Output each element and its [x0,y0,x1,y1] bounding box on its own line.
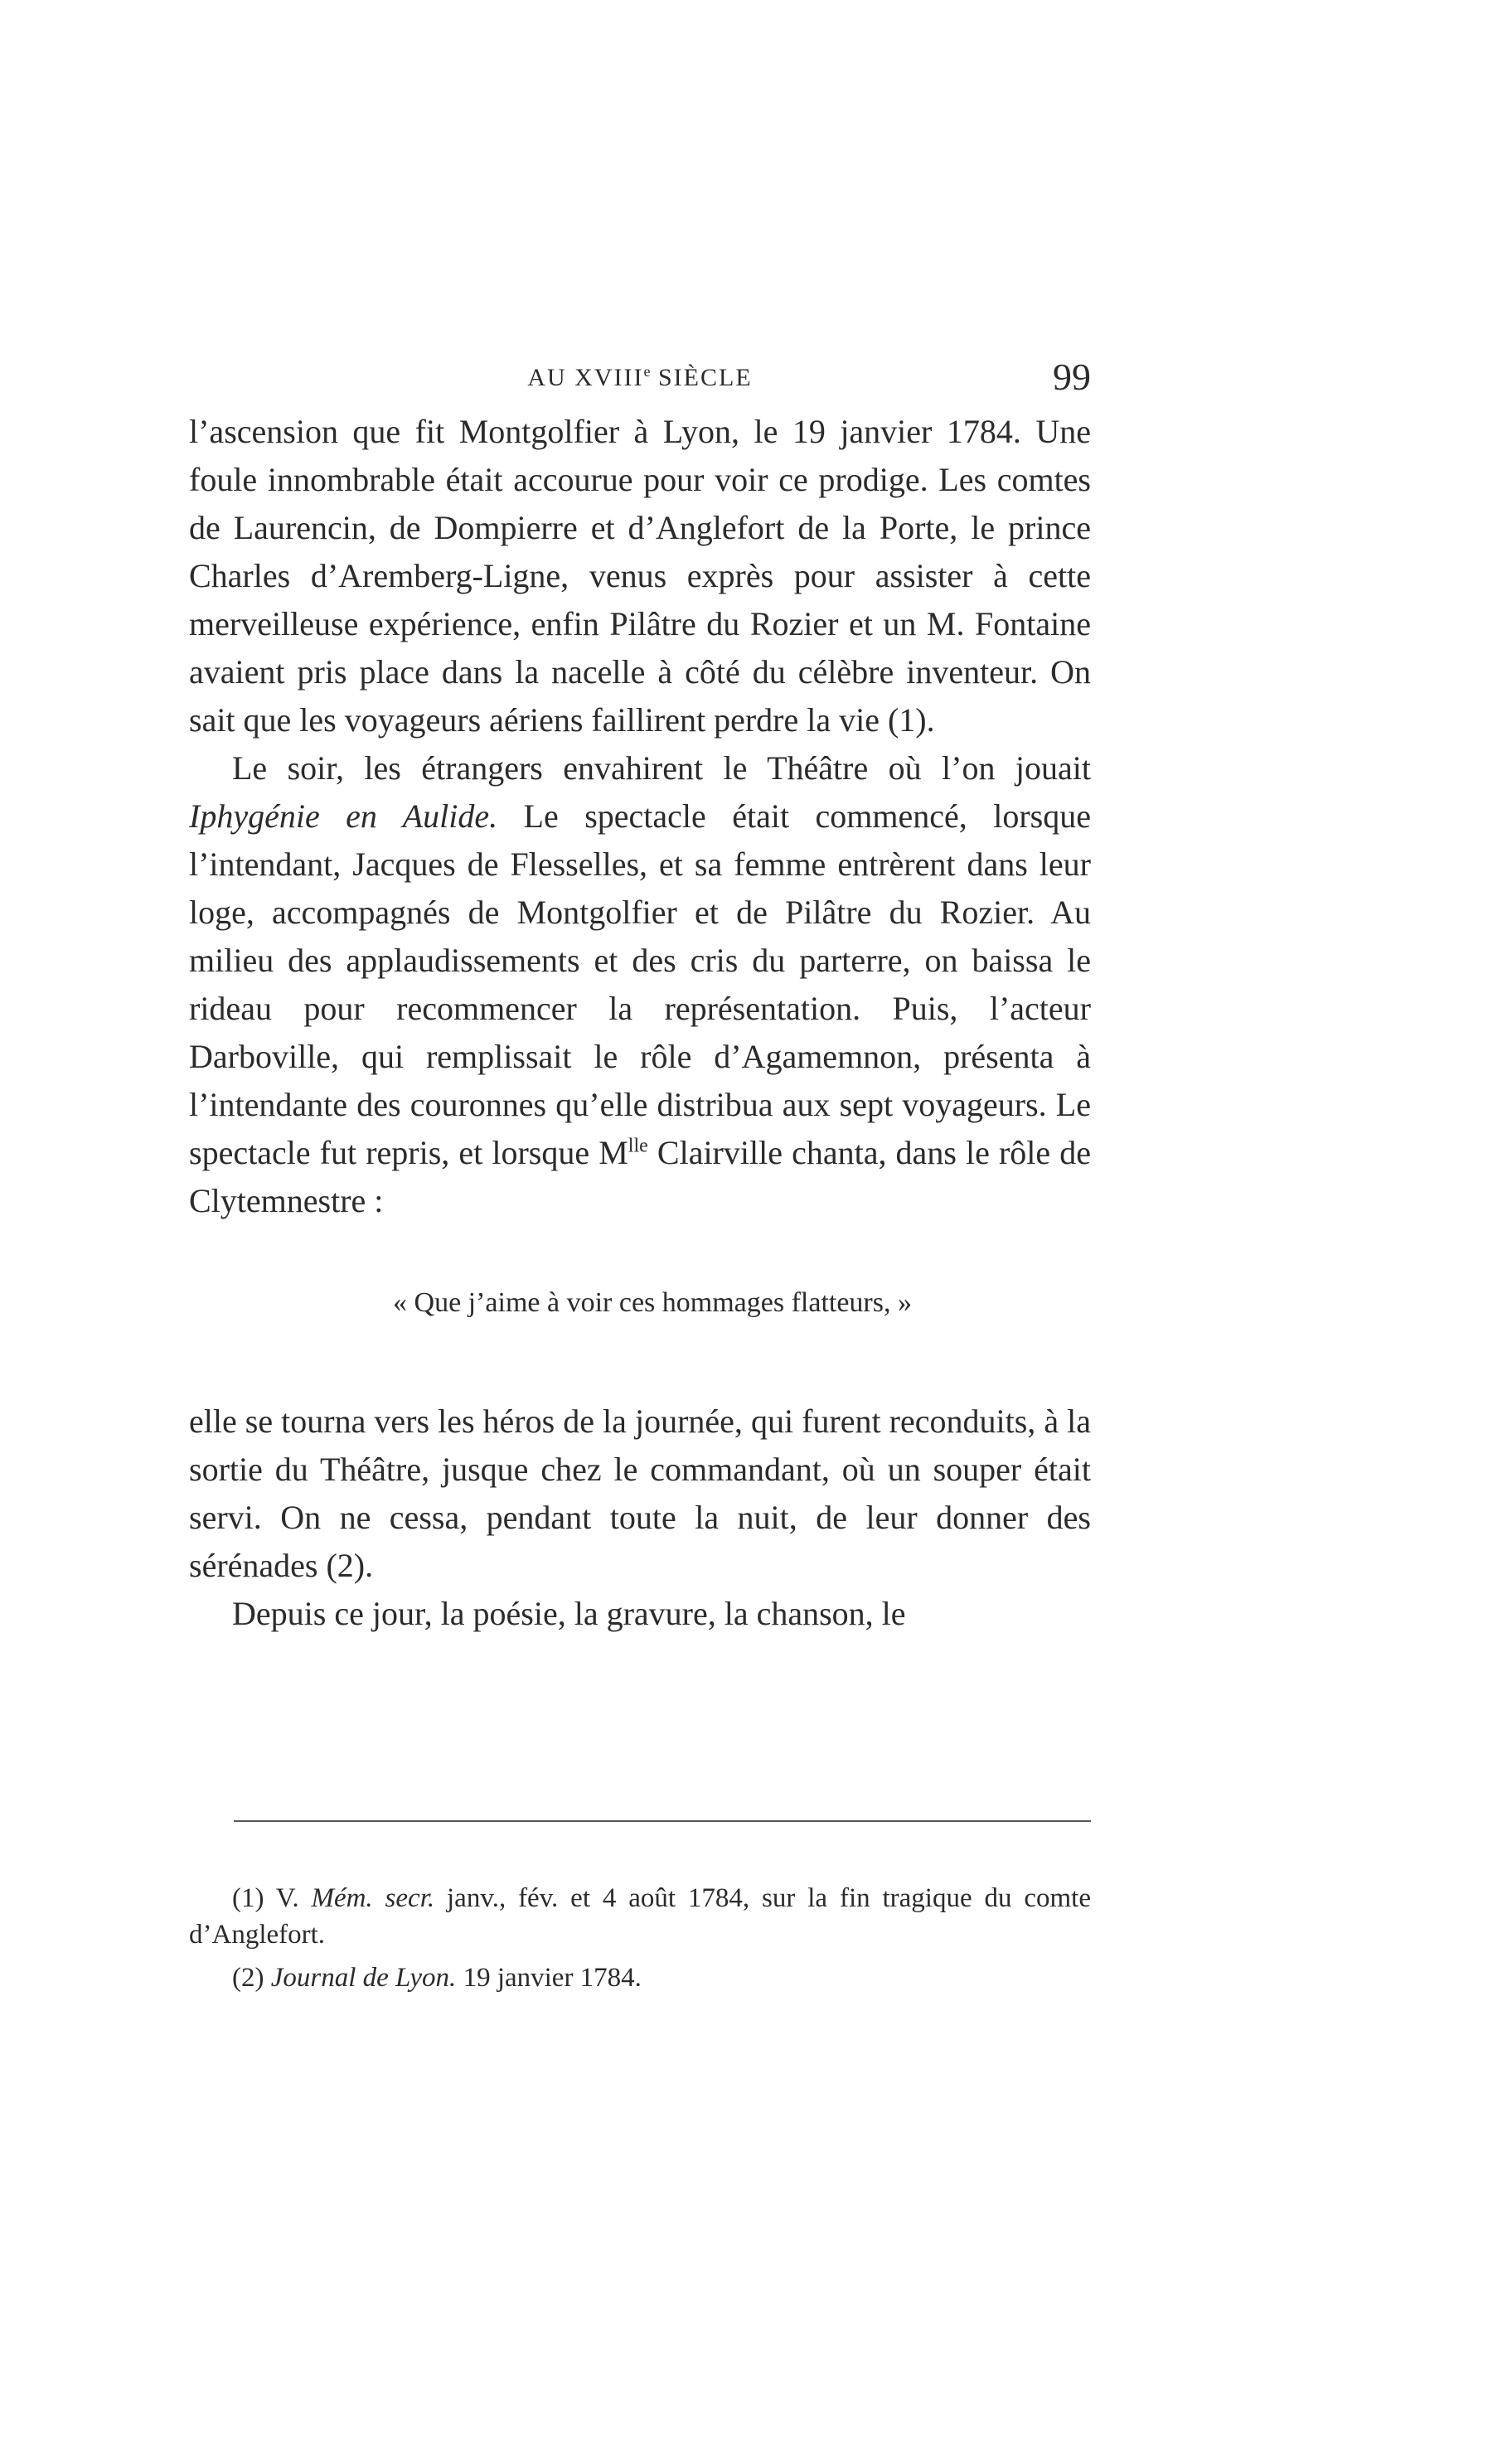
footnote-2 [189,1960,1091,1996]
running-title-prefix: AU XVIII [527,364,644,391]
paragraph-2-middle: Le spectacle était commencé, lorsque l’intendant, Jacques de Flesselles, et sa femme entrèrent dans leur loge, accompagnés de Montgolfier et de Pilâtre du Rozier. Au milieu des applaudissements et des cris du parterre, on baissa le rideau pour recommencer la représentation. Puis, l’acteur Darboville, qui remplissait le rôle d’Agamemnon, présenta à l’intendante des couronnes qu’elle distribua aux sept voyageurs. Le spectacle fut repris, et lorsque M [189,797,1092,1171]
footnote-2-number: (2) [232,1963,271,1993]
paragraph-3: elle se tourna vers les héros de la journée, qui furent reconduits, à la sortie du Théâtre, jusque chez le commandant, où un souper était servi. On ne cessa, pendant toute la nuit, de leur donner des sérénades (2). [189,1403,1091,1584]
mademoiselle-superscript: lle [628,1135,648,1157]
footnote-2-text: 19 janvier 1784. [456,1963,642,1993]
paragraph-2-start: Le soir, les étrangers envahirent le Théâtre où l’on jouait [232,749,1091,787]
running-title-superscript: e [643,363,651,380]
footnotes [189,1880,1091,2003]
verse-quote: « Que j’aime à voir ces hommages flatteurs, » [393,1287,912,1318]
paragraph-2-end: Clairville chanta, dans le rôle de Clytemnestre : [189,1134,1092,1219]
paragraph-4: Depuis ce jour, la poésie, la gravure, la chanson, le [232,1595,906,1632]
footnote-divider [234,1820,1091,1822]
footnote-1-source: Mém. secr. [311,1883,435,1913]
footnote-1-number: (1) V. [232,1883,312,1913]
page-number: 99 [1053,356,1091,398]
footnote-1-text: janv., fév. et 4 août 1784, sur la fin tragique du comte d’Anglefort. [189,1883,1091,1950]
paragraph-1: l’ascension que fit Montgolfier à Lyon, le 19 janvier 1784. Une foule innombrable était accourue pour voir ce prodige. Les comtes de Laurencin, de Dompierre et d’Anglefort de la Porte, le prince Charles d’Aremberg-Ligne, venus exprès pour assister à cette merveilleuse expérience, enfin Pilâtre du Rozier et un M. Fontaine avaient pris place dans la nacelle à côté du célèbre inventeur. On sait que les voyageurs aériens faillirent perdre la vie (1). [189,413,1091,739]
play-title: Iphygénie en Aulide. [189,797,498,835]
footnote-1 [189,1880,1091,1953]
footnote-2-source: Journal de Lyon. [270,1963,457,1993]
paragraph-2 [189,744,1091,1225]
running-title-suffix: SIÈCLE [650,364,753,391]
main-text [189,408,1091,1638]
running-title [189,363,1091,392]
running-header [189,355,1091,405]
